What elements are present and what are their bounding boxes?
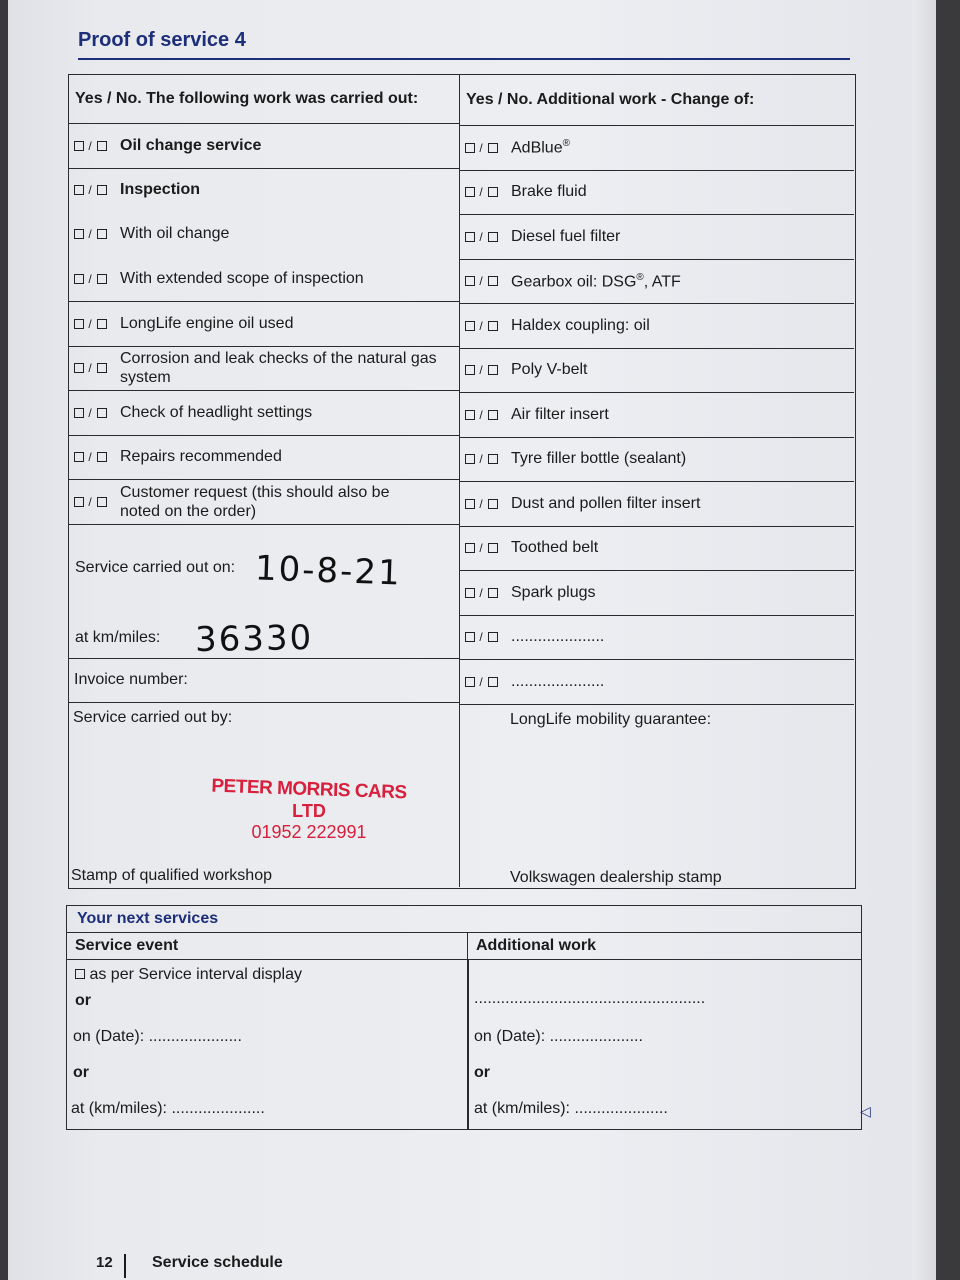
right-item-6[interactable] <box>460 392 854 437</box>
left-item-8[interactable] <box>69 479 459 524</box>
right-item-2[interactable] <box>460 214 854 259</box>
right-item-12[interactable] <box>460 659 854 704</box>
or-label-3: or <box>474 1064 490 1081</box>
item-label: Corrosion and leak checks of the natural gas system <box>120 350 437 387</box>
yes-no-checkbox[interactable]: / <box>74 450 120 464</box>
invoice-row[interactable] <box>69 658 459 703</box>
page-number: 12 <box>96 1254 113 1271</box>
item-label: With oil change <box>120 225 230 243</box>
km-label: at km/miles: <box>75 628 161 646</box>
left-item-4[interactable] <box>69 301 459 346</box>
service-event-header: Service event <box>75 937 179 954</box>
yes-no-checkbox[interactable]: / <box>74 272 120 286</box>
left-header <box>69 75 459 123</box>
left-item-6[interactable] <box>69 390 459 435</box>
yes-no-checkbox[interactable]: / <box>465 141 511 155</box>
yes-no-checkbox[interactable]: / <box>465 541 511 555</box>
left-item-7[interactable] <box>69 435 459 480</box>
item-label: Spark plugs <box>511 583 596 601</box>
yes-no-checkbox[interactable]: / <box>74 317 120 331</box>
left-item-1[interactable] <box>69 168 459 213</box>
yes-no-checkbox[interactable]: / <box>465 586 511 600</box>
item-label: Tyre filler bottle (sealant) <box>511 450 687 468</box>
or-label-1: or <box>75 992 91 1009</box>
left-item-5[interactable] <box>69 346 459 391</box>
item-label: Haldex coupling: oil <box>511 316 650 334</box>
item-label: Customer request (this should also be noted on the order) <box>120 483 390 520</box>
dealership-stamp-label: Volkswagen dealership stamp <box>510 868 722 886</box>
item-label: Check of headlight settings <box>120 403 313 421</box>
yes-no-checkbox[interactable]: / <box>465 185 511 199</box>
yes-no-checkbox[interactable]: / <box>465 497 511 511</box>
additional-work-column <box>459 75 854 887</box>
service-details-block <box>69 524 459 658</box>
carried-out-by-label: Service carried out by: <box>73 709 233 726</box>
item-label: With extended scope of inspection <box>120 269 364 287</box>
right-item-7[interactable] <box>460 437 854 482</box>
left-header-text: Yes / No. The following work was carried out: <box>75 90 419 107</box>
booklet-page <box>8 0 936 1280</box>
invoice-label: Invoice number: <box>74 671 188 689</box>
item-label: LongLife engine oil used <box>120 314 294 332</box>
right-item-9[interactable] <box>460 526 854 571</box>
right-item-3[interactable] <box>460 259 854 304</box>
next-services-header <box>67 933 861 960</box>
triangle-left-icon: ◁ <box>860 1103 871 1119</box>
service-date-value[interactable]: 10-8-21 <box>254 547 403 594</box>
item-label: Toothed belt <box>511 539 599 557</box>
right-item-8[interactable] <box>460 481 854 526</box>
yes-no-checkbox[interactable]: / <box>465 274 511 288</box>
yes-no-checkbox[interactable]: / <box>74 139 120 153</box>
item-label: Brake fluid <box>511 183 587 201</box>
item-label: Air filter insert <box>511 405 609 423</box>
stamp-line-1: PETER MORRIS CARS <box>211 775 407 804</box>
or-label-2: or <box>73 1064 89 1081</box>
right-header <box>460 75 854 125</box>
left-item-0[interactable] <box>69 123 459 168</box>
item-label: Oil change service <box>120 136 262 154</box>
additional-work-header: Additional work <box>467 933 860 959</box>
workshop-stamp <box>189 775 429 843</box>
left-item-3[interactable] <box>69 257 459 302</box>
page-edge <box>912 0 936 1280</box>
footer-divider <box>124 1254 126 1278</box>
additional-work-dotted-line[interactable]: .................................................... <box>474 990 706 1007</box>
yes-no-checkbox[interactable]: / <box>74 227 120 241</box>
yes-no-checkbox[interactable]: / <box>74 183 120 197</box>
guarantee-block <box>460 704 854 890</box>
item-label: ..................... <box>511 672 605 690</box>
right-item-1[interactable] <box>460 170 854 215</box>
yes-no-checkbox[interactable]: / <box>465 675 511 689</box>
right-item-10[interactable] <box>460 570 854 615</box>
service-date-label: Service carried out on: <box>75 558 236 576</box>
yes-no-checkbox[interactable]: / <box>465 408 511 422</box>
proof-of-service-table <box>68 74 856 889</box>
stamp-workshop-label: Stamp of qualified workshop <box>71 867 272 884</box>
yes-no-checkbox[interactable]: / <box>74 361 120 375</box>
km-value[interactable]: 36330 <box>194 617 314 660</box>
additional-at-km-field[interactable]: at (km/miles): ..................... <box>474 1100 668 1117</box>
service-on-date-field[interactable]: on (Date): ..................... <box>73 1028 242 1045</box>
column-divider <box>467 960 469 1130</box>
yes-no-checkbox[interactable]: / <box>465 363 511 377</box>
yes-no-checkbox[interactable]: / <box>465 319 511 333</box>
right-item-11[interactable] <box>460 615 854 660</box>
service-at-km-field[interactable]: at (km/miles): ..................... <box>71 1100 265 1117</box>
next-services-body <box>67 960 861 1130</box>
page-title: Proof of service 4 <box>78 29 246 51</box>
item-label: Diesel fuel filter <box>511 227 621 245</box>
item-label: ..................... <box>511 628 605 646</box>
item-label: Gearbox oil: DSG®, ATF <box>511 271 681 290</box>
item-label: Poly V-belt <box>511 361 588 379</box>
stamp-line-3: 01952 222991 <box>251 822 367 842</box>
title-rule <box>78 58 850 60</box>
guarantee-label: LongLife mobility guarantee: <box>510 710 712 728</box>
item-label: Repairs recommended <box>120 448 282 466</box>
checkbox-icon[interactable] <box>75 969 85 979</box>
next-services-table <box>66 905 862 1130</box>
stamp-line-2: LTD <box>292 801 326 821</box>
item-label: Inspection <box>120 181 201 199</box>
left-item-2[interactable] <box>69 212 459 257</box>
right-item-0[interactable] <box>460 125 854 170</box>
item-label: Dust and pollen filter insert <box>511 494 701 512</box>
item-label: AdBlue® <box>511 138 570 157</box>
interval-display-option[interactable]: as per Service interval display <box>75 966 302 984</box>
yes-no-checkbox[interactable]: / <box>74 406 120 420</box>
yes-no-checkbox[interactable]: / <box>465 230 511 244</box>
additional-on-date-field[interactable]: on (Date): ..................... <box>474 1028 643 1045</box>
yes-no-checkbox[interactable]: / <box>74 495 120 509</box>
next-services-title: Your next services <box>67 906 861 933</box>
section-name: Service schedule <box>152 1254 283 1271</box>
carried-out-by-block <box>69 702 459 889</box>
yes-no-checkbox[interactable]: / <box>465 452 511 466</box>
right-header-text: Yes / No. Additional work - Change of: <box>466 91 755 108</box>
right-item-5[interactable] <box>460 348 854 393</box>
yes-no-checkbox[interactable]: / <box>465 630 511 644</box>
right-item-4[interactable] <box>460 303 854 348</box>
work-carried-out-column <box>69 75 459 889</box>
